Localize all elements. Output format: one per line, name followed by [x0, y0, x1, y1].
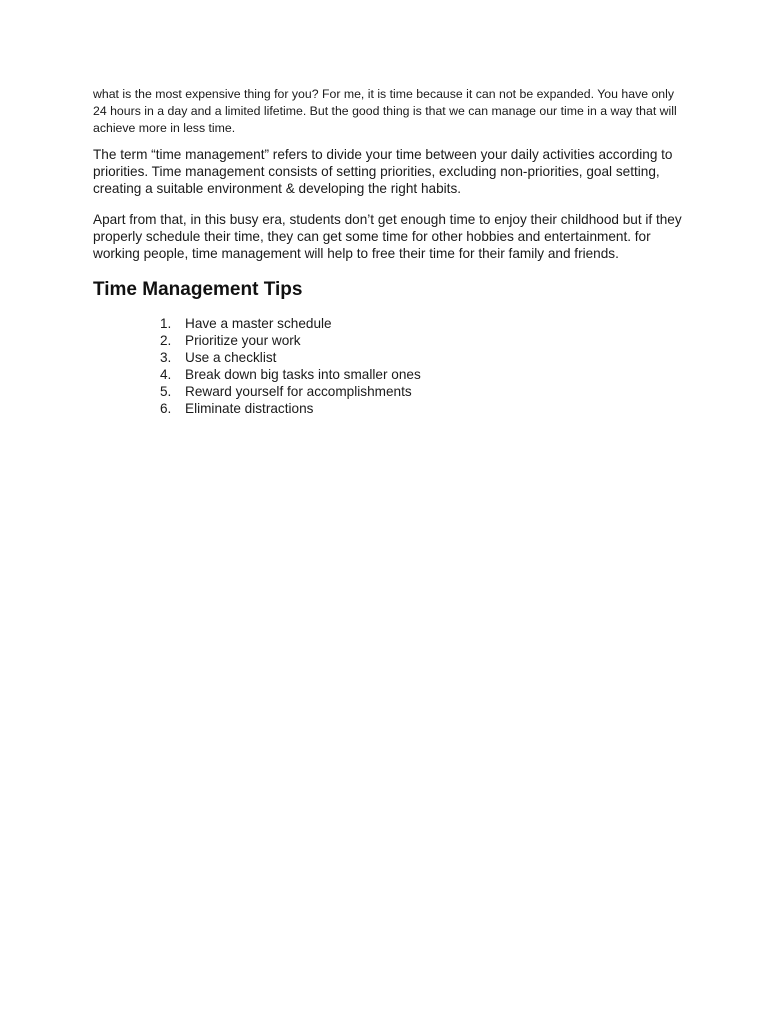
list-item-text: Break down big tasks into smaller ones — [185, 367, 421, 382]
intro-paragraph: what is the most expensive thing for you? For me, it is time because it can not be expanded. You have only 24 hours in a day and a limited lifetime. But the good thing is that we can manage our time in a way that will achieve more in less time. — [93, 87, 677, 135]
list-item-text: Reward yourself for accomplishments — [185, 384, 412, 399]
document-page — [93, 86, 683, 417]
tips-list — [93, 315, 683, 417]
list-item — [160, 315, 683, 332]
list-item — [160, 383, 683, 400]
definition-paragraph: The term “time management” refers to divide your time between your daily activities according to priorities. Time management consists of setting priorities, excluding non-priorities, goal setting, creating a suitable environment & developing the right habits. — [93, 147, 673, 196]
list-item — [160, 366, 683, 383]
list-item-number: 4. — [160, 367, 172, 382]
list-item-text: Prioritize your work — [185, 333, 301, 348]
list-item-number: 5. — [160, 384, 172, 399]
list-item-number: 1. — [160, 316, 172, 331]
list-item-text: Use a checklist — [185, 350, 277, 365]
list-item — [160, 332, 683, 349]
list-item-number: 3. — [160, 350, 172, 365]
list-item — [160, 400, 683, 417]
list-item-text: Have a master schedule — [185, 316, 332, 331]
list-item — [160, 349, 683, 366]
list-item-number: 2. — [160, 333, 172, 348]
context-paragraph: Apart from that, in this busy era, students don’t get enough time to enjoy their childhood but if they properly schedule their time, they can get some time for other hobbies and entertainment. for working people, time management will help to free their time for their family and friends. — [93, 212, 682, 261]
list-item-text: Eliminate distractions — [185, 401, 314, 416]
section-heading: Time Management Tips — [93, 279, 303, 300]
list-item-number: 6. — [160, 401, 172, 416]
